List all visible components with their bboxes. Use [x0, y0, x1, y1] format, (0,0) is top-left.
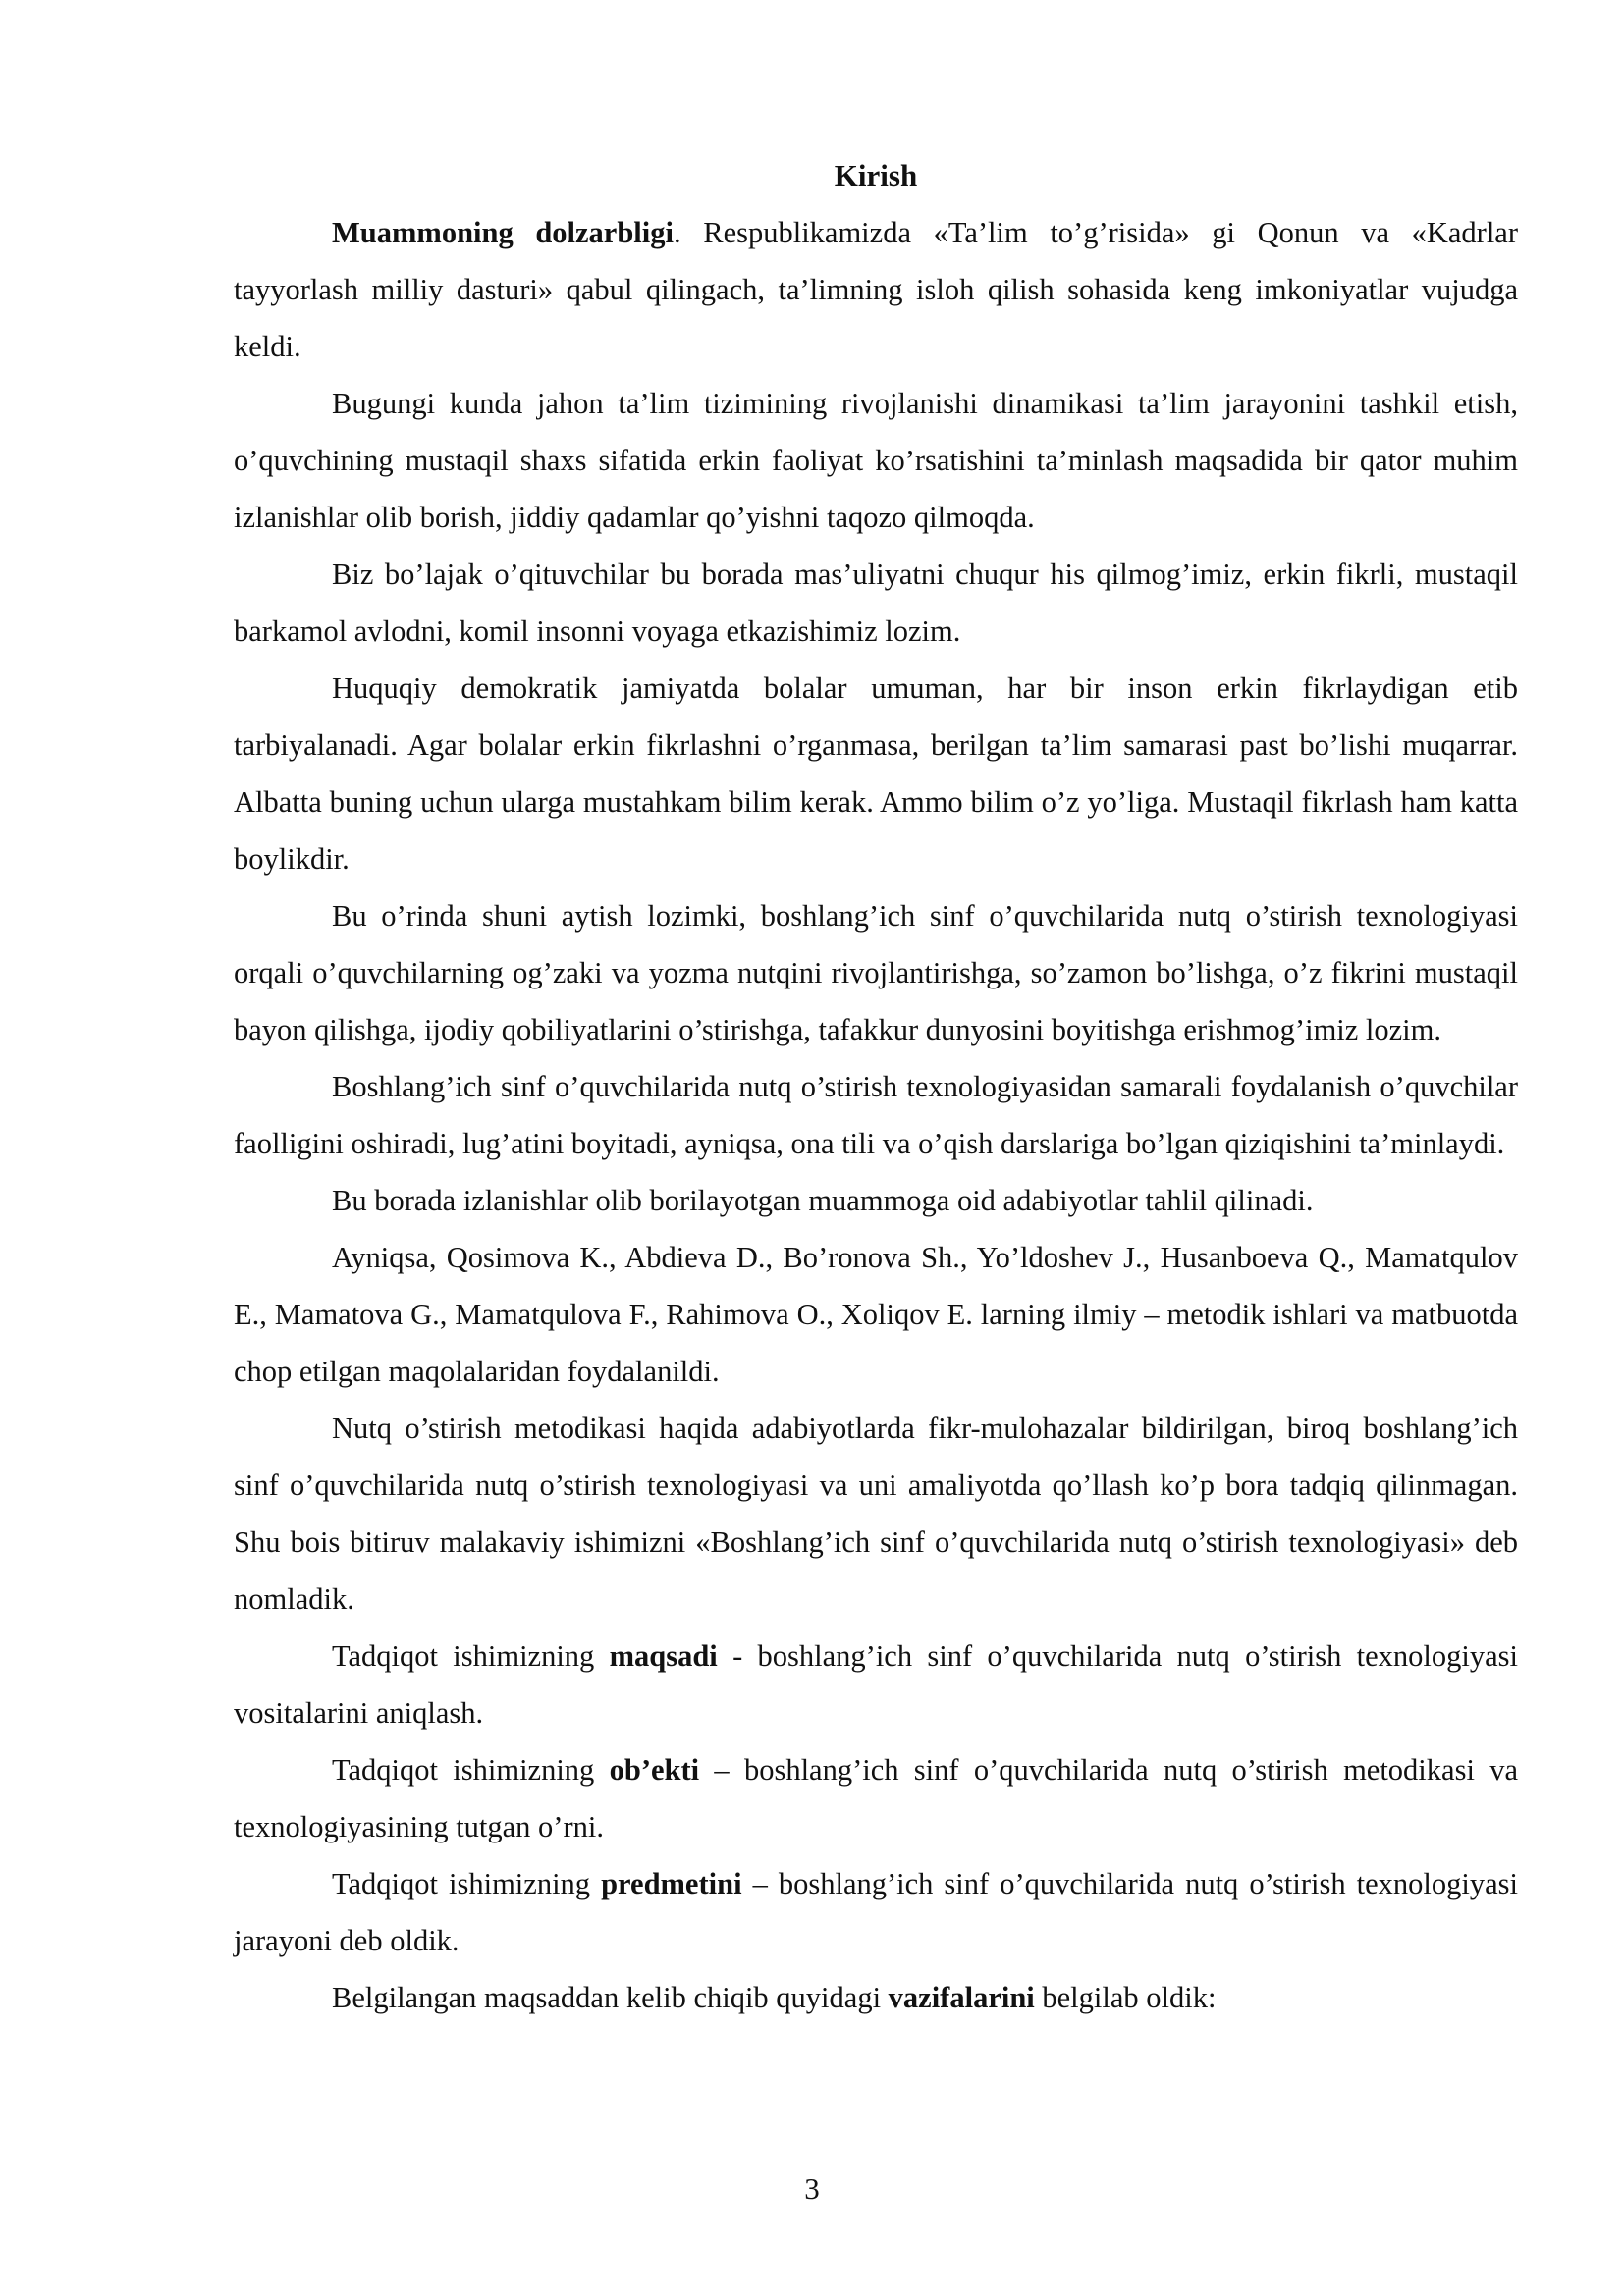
text-run: – boshlang’ich sinf o’quvchilarida nutq o’stirish metodikasi va texnologiyasining tutgan o’rni. — [234, 1753, 1518, 1843]
text-run: Boshlang’ich sinf o’quvchilarida nutq o’stirish texnologiyasidan samarali foydalanish o’quvchilar faolligini oshiradi, lug’atini boyitadi, ayniqsa, ona tili va o’qish darslariga bo’lgan qiziqishini ta’minlaydi. — [234, 1070, 1518, 1160]
bold-term: vazifalarini — [888, 1981, 1035, 2014]
bold-term: ob’ekti — [609, 1753, 700, 1787]
paragraph — [234, 1628, 1518, 1741]
text-run: . Respublikamizda «Ta’lim to’g’risida» gi Qonun va «Kadrlar tayyorlash milliy dasturi» qabul qilingach, ta’limning isloh qilish sohasida keng imkoniyatlar vujudga keldi. — [234, 216, 1519, 363]
text-run: Huquqiy demokratik jamiyatda bolalar umuman, har bir inson erkin fikrlaydigan etib tarbiyalanadi. Agar bolalar erkin fikrlashni o’rganmasa, berilgan ta’lim samarasi past bo’lishi muqarrar. Albatta buning uchun ularga mustahkam bilim kerak. Ammo bilim o’z yo’liga. Mustaqil fikrlash ham katta boylikdir. — [234, 671, 1518, 876]
text-run: Bu borada izlanishlar olib borilayotgan muammoga oid adabiyotlar tahlil qilinadi. — [332, 1184, 1314, 1217]
text-run: Nutq o’stirish metodikasi haqida adabiyotlarda fikr-mulohazalar bildirilgan, biroq boshlang’ich sinf o’quvchilarida nutq o’stirish texnologiyasi va uni amaliyotda qo’llash ko’p bora tadqiq qilinmagan. Shu bois bitiruv malakaviy ishimizni «Boshlang’ich sinf o’quvchilarida nutq o’stirish texnologiyasi» deb nomladik. — [234, 1412, 1518, 1616]
text-run: Bugungi kunda jahon ta’lim tizimining rivojlanishi dinamikasi ta’lim jarayonini tashkil etish, o’quvchining mustaqil shaxs sifatida erkin faoliyat ko’rsatishini ta’minlash maqsadida bir qator muhim izlanishlar olib borish, jiddiy qadamlar qo’yishni taqozo qilmoqda. — [234, 387, 1518, 534]
bold-term: Muammoning dolzarbligi — [332, 216, 674, 249]
paragraph — [234, 1969, 1518, 2026]
paragraph — [234, 1229, 1518, 1400]
text-run: Ayniqsa, Qosimova K., Abdieva D., Bo’ronova Sh., Yo’ldoshev J., Husanboeva Q., Mamatqulov E., Mamatova G., Mamatqulova F., Rahimova O., Xoliqov E. larning ilmiy – metodik ishlari va matbuotda chop etilgan maqolalaridan foydalanildi. — [234, 1241, 1518, 1388]
text-run: belgilab oldik: — [1034, 1981, 1217, 2014]
paragraph — [234, 660, 1518, 887]
paragraph — [234, 546, 1518, 660]
body-text — [234, 204, 1518, 2026]
bold-term: maqsadi — [609, 1639, 718, 1673]
text-run: Tadqiqot ishimizning — [332, 1753, 610, 1787]
paragraph — [234, 1172, 1518, 1229]
bold-term: predmetini — [601, 1867, 742, 1900]
paragraph — [234, 1741, 1518, 1855]
section-heading: Kirish — [834, 158, 918, 192]
paragraph — [234, 1855, 1518, 1969]
document-page — [234, 147, 1518, 2026]
paragraph — [234, 1400, 1518, 1628]
paragraph — [234, 887, 1518, 1058]
text-run: Tadqiqot ishimizning — [332, 1639, 610, 1673]
page-number: 3 — [804, 2171, 820, 2206]
paragraph — [234, 204, 1518, 375]
text-run: - boshlang’ich sinf o’quvchilarida nutq o’stirish texnologiyasi vositalarini aniqlash. — [234, 1639, 1518, 1730]
text-run: – boshlang’ich sinf o’quvchilarida nutq o’stirish texnologiyasi jarayoni deb oldik. — [234, 1867, 1518, 1957]
text-run: Tadqiqot ishimizning — [332, 1867, 602, 1900]
text-run: Biz bo’lajak o’qituvchilar bu borada mas’uliyatni chuqur his qilmog’imiz, erkin fikrli, mustaqil barkamol avlodni, komil insonni voyaga etkazishimiz lozim. — [234, 558, 1518, 648]
text-run: Bu o’rinda shuni aytish lozimki, boshlang’ich sinf o’quvchilarida nutq o’stirish texnologiyasi orqali o’quvchilarning og’zaki va yozma nutqini rivojlantirishga, so’zamon bo’lishga, o’z fikrini mustaqil bayon qilishga, ijodiy qobiliyatlarini o’stirishga, tafakkur dunyosini boyitishga erishmog’imiz lozim. — [234, 899, 1518, 1046]
paragraph — [234, 1058, 1518, 1172]
paragraph — [234, 375, 1518, 546]
text-run: Belgilangan maqsaddan kelib chiqib quyidagi — [332, 1981, 889, 2014]
